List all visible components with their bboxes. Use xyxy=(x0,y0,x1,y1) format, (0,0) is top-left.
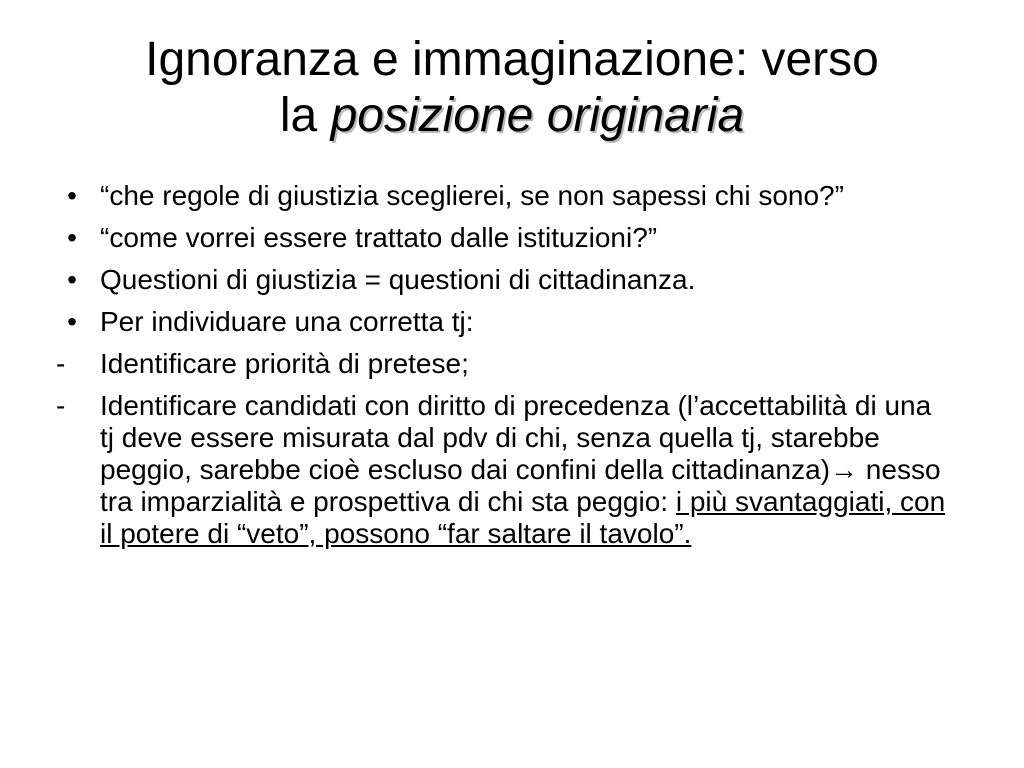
list-item-text: Questioni di giustizia = questioni di cittadinanza. xyxy=(100,264,696,295)
underlined-text: i più svantaggiati, con il potere di “veto”, possono “far saltare il tavolo”. xyxy=(100,486,946,549)
list-item xyxy=(52,264,952,296)
slide-title xyxy=(40,32,984,144)
list-item-text: Identificare priorità di pretese; xyxy=(100,348,469,379)
dash-marker: - xyxy=(56,348,66,379)
list-item xyxy=(52,306,952,338)
bullet-marker: • xyxy=(67,264,77,295)
list-item xyxy=(52,180,952,212)
list-item xyxy=(52,390,952,550)
list-item xyxy=(52,222,952,254)
list-item-text: “che regole di giustizia sceglierei, se non sapessi chi sono?” xyxy=(100,180,844,211)
dash-marker: - xyxy=(56,390,66,421)
list-item-text: “come vorrei essere trattato dalle istituzioni?” xyxy=(100,222,658,253)
list-item xyxy=(52,348,952,380)
title-line-2-plain: la xyxy=(279,89,331,142)
title-line-1: Ignoranza e immaginazione: verso xyxy=(145,33,879,86)
list-item-text: Per individuare una corretta tj: xyxy=(100,306,474,337)
title-emphasis: posizione originaria xyxy=(330,89,745,142)
bullet-list xyxy=(52,180,952,560)
bullet-marker: • xyxy=(67,180,77,211)
bullet-marker: • xyxy=(67,306,77,337)
bullet-marker: • xyxy=(67,222,77,253)
list-item-text: Identificare candidati con diritto di precedenza (l’accettabilità di una tj deve essere misurata dal pdv di chi, senza quella tj, starebbe peggio, sarebbe cioè escluso dai confini della cittadinanza)→ nesso tra imparzialità e prospettiva di chi sta peggio: xyxy=(100,390,941,517)
